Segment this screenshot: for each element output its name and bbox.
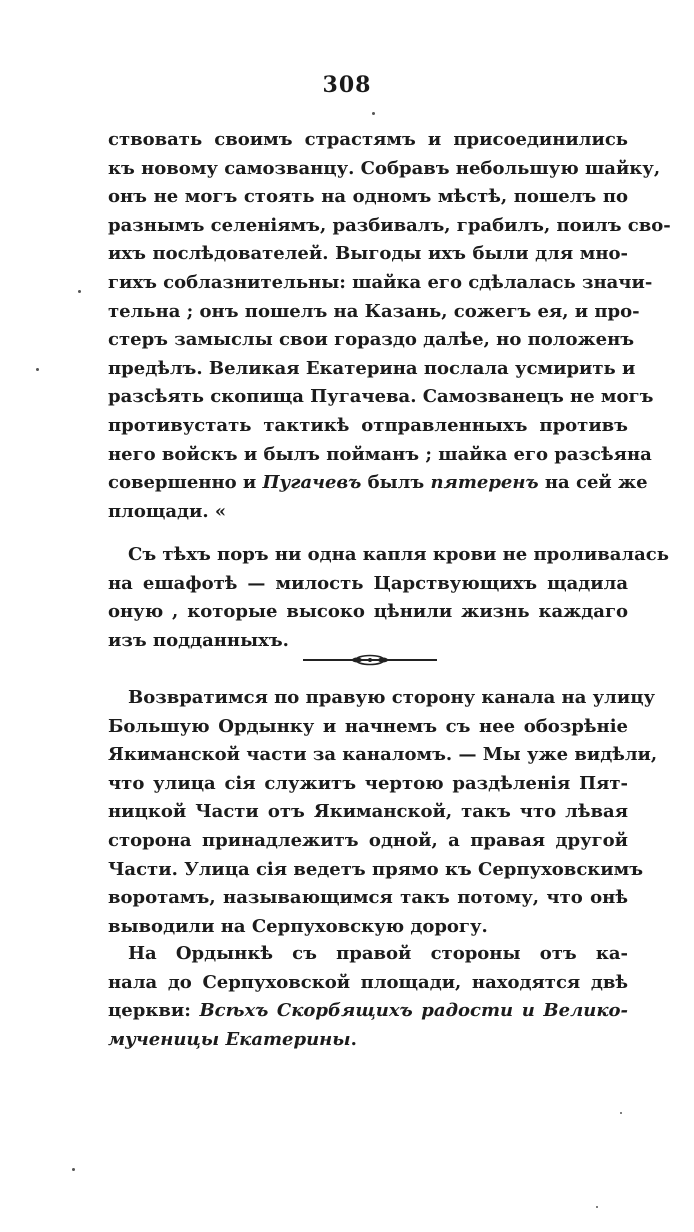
- text-line: воротамъ, называющимся такъ потому, что онѣ: [108, 887, 628, 909]
- text-line: къ новому самозванцу. Собравъ небольшую шайку,: [108, 157, 661, 179]
- text-line: оную , которые высоко цѣнили жизнь каждаго: [108, 601, 628, 623]
- text-line: что улица сія служитъ чертою раздѣленія Пят-: [108, 772, 628, 794]
- text-line: онъ не могъ стоять на одномъ мѣстѣ, пошелъ по: [108, 186, 628, 208]
- text-line: [108, 469, 648, 498]
- italic-church-names: Всѣхъ Скорбящихъ радости и Велико-: [199, 1000, 628, 1022]
- page-number: 308: [322, 72, 372, 98]
- text-line: [108, 1026, 628, 1055]
- text-line: тельна ; онъ пошелъ на Казань, сожегъ ея, и про-: [108, 300, 640, 322]
- scan-speck: [36, 368, 39, 371]
- text-line: [108, 997, 628, 1026]
- text-line: сторона принадлежитъ одной, а правая другой: [108, 829, 628, 851]
- scan-speck: [78, 290, 81, 293]
- text-line: ихъ послѣдователей. Выгоды ихъ были для мно-: [108, 243, 628, 265]
- text-line: выводили на Серпуховскую дорогу.: [108, 915, 488, 937]
- text-line: на ешафотѣ — милость Царствующихъ щадила: [108, 572, 628, 594]
- text-segment: былъ: [361, 472, 431, 494]
- text-line: ствовать своимъ страстямъ и присоединились: [108, 129, 628, 150]
- scan-speck: [596, 1206, 598, 1208]
- text-line: предѣлъ. Великая Екатерина послала усмирить и: [108, 357, 636, 379]
- text-line: него войскъ и былъ пойманъ ; шайка его разсѣяна: [108, 443, 652, 465]
- scan-speck: [372, 112, 375, 115]
- text-line: разсѣять скопища Пугачева. Самозванецъ не могъ: [108, 386, 654, 408]
- text-segment: совершенно и: [108, 472, 263, 494]
- text-line: разнымъ селеніямъ, разбивалъ, грабилъ, поилъ сво-: [108, 214, 671, 236]
- text-line: гихъ соблазнительны: шайка его сдѣлалась значи-: [108, 271, 653, 293]
- text-segment: церкви:: [108, 1000, 200, 1022]
- text-segment: на сей же: [538, 472, 648, 494]
- scan-speck: [620, 1112, 622, 1114]
- text-line: ницкой Части отъ Якиманской, такъ что лѣвая: [108, 801, 628, 823]
- text-line: площади. «: [108, 500, 227, 522]
- text-line: Якиманской части за каналомъ. — Мы уже видѣли,: [108, 744, 658, 766]
- ornament-divider: [303, 654, 437, 666]
- italic-church-name: мученицы Екатерины: [108, 1028, 351, 1050]
- text-line: изъ подданныхъ.: [108, 629, 289, 651]
- text-line: Большую Ордынку и начнемъ съ нее обозрѣніе: [108, 715, 628, 737]
- italic-name: Пугачевъ: [262, 472, 362, 494]
- paragraph-2: [108, 541, 669, 655]
- text-line: нала до Серпуховской площади, находятся двѣ: [108, 971, 628, 993]
- text-line: противустать тактикѣ отправленныхъ противъ: [108, 414, 628, 436]
- text-line: На Ордынкѣ съ правой стороны отъ ка-: [128, 943, 628, 964]
- paragraph-3: [108, 684, 658, 941]
- paragraph-4: [108, 940, 628, 1054]
- text-line: Возвратимся по правую сторону канала на улицу: [128, 687, 656, 708]
- italic-word: пятеренъ: [430, 472, 539, 494]
- paragraph-1: [108, 126, 671, 526]
- text-segment: .: [350, 1028, 357, 1050]
- text-line: Части. Улица сія ведетъ прямо къ Серпуховскимъ: [108, 858, 644, 880]
- scan-speck: [72, 1168, 75, 1171]
- text-line: стеръ замыслы свои гораздо далѣе, но положенъ: [108, 329, 635, 351]
- text-line: Съ тѣхъ поръ ни одна капля крови не проливалась: [128, 544, 669, 565]
